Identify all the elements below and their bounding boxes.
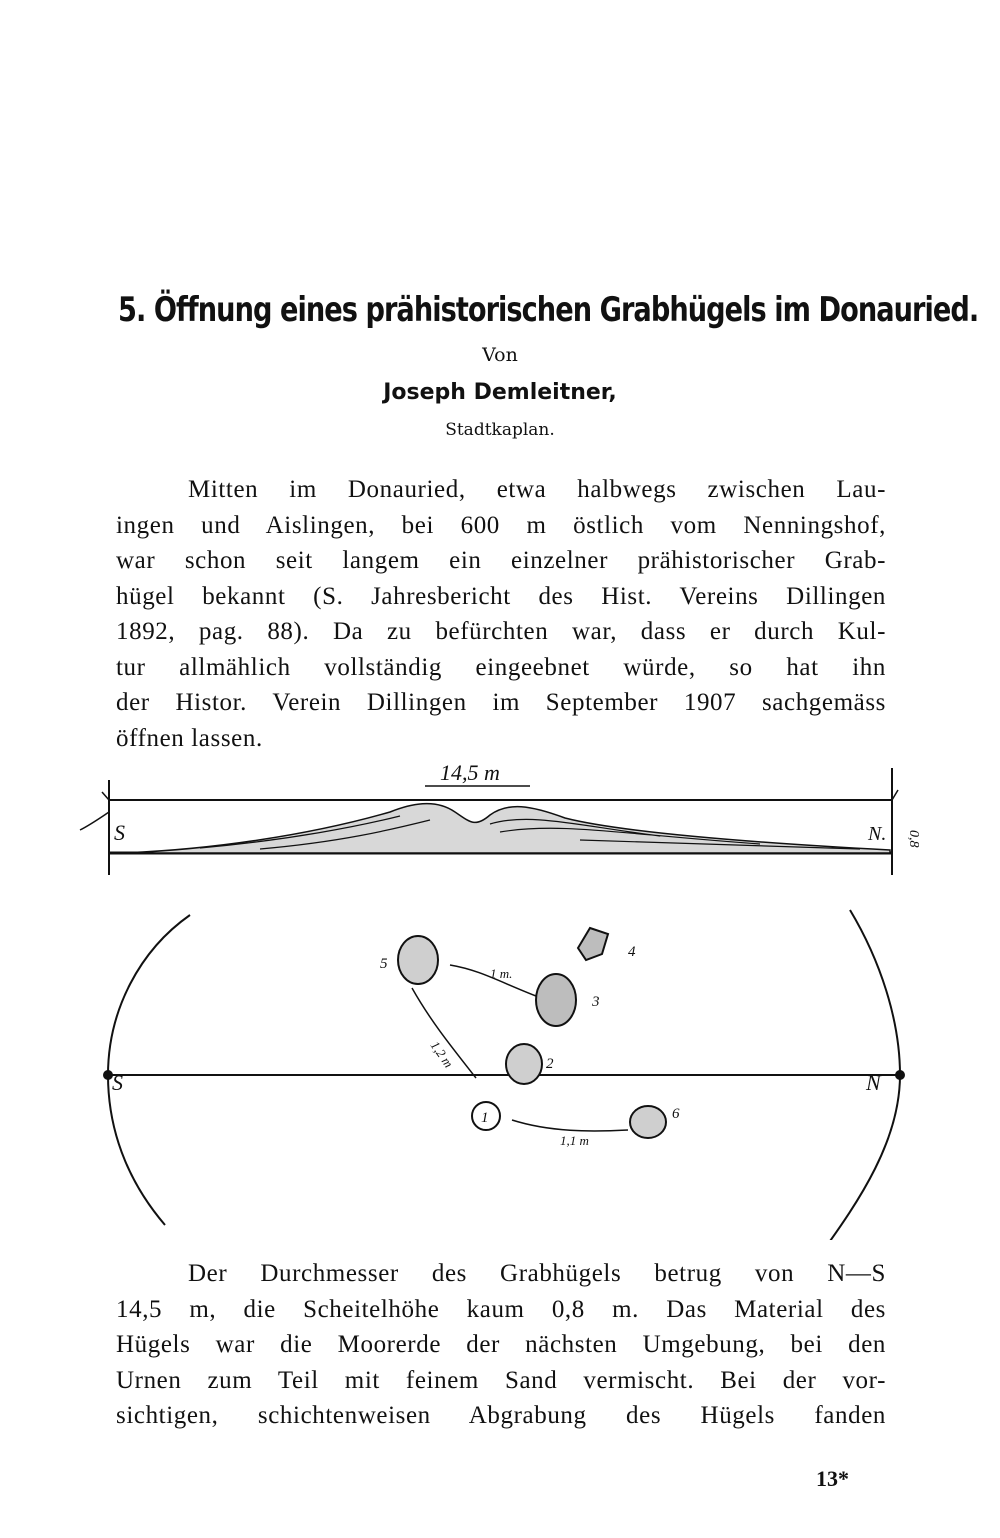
urn-label-4: 4: [628, 944, 636, 960]
plan-south-point: [104, 1071, 112, 1079]
distance-line-1-6: [512, 1120, 628, 1131]
author-name: Joseph Demleitner,: [383, 380, 617, 405]
urn-label-6: 6: [672, 1106, 680, 1122]
article-title: 5. Öffnung eines prähistorischen Grabhügels im Donauried.: [118, 290, 979, 330]
paragraph-line: sichtigen, schichtenweisen Abgrabung des Hügels fanden: [116, 1402, 886, 1429]
paragraph-line: 1892, pag. 88). Da zu befürchten war, dass er durch Kul-: [116, 618, 886, 645]
author-role: Stadtkaplan.: [445, 420, 555, 440]
urn-6: [630, 1106, 666, 1138]
byline-von: Von: [482, 344, 518, 366]
urn-2: [506, 1044, 542, 1084]
urn-label-2: 2: [546, 1056, 554, 1072]
paragraph-intro: [116, 472, 886, 756]
plan-south-label: S: [112, 1070, 123, 1095]
urn-3: [536, 974, 576, 1026]
length-label: 14,5 m: [440, 760, 500, 785]
profile-south-label: S: [114, 820, 125, 845]
mound-profile-shape: [120, 804, 890, 853]
urn-label-5: 5: [380, 956, 388, 972]
paragraph-line: öffnen lassen.: [116, 724, 263, 752]
paragraph-measurements: [116, 1256, 886, 1434]
distance-label-5-3: 1 m.: [490, 966, 513, 981]
paragraph-line: Hügels war die Moorerde der nächsten Umgebung, bei den: [116, 1331, 886, 1358]
paragraph-line: Urnen zum Teil mit feinem Sand vermischt. Bei der vor-: [116, 1366, 886, 1394]
urn-label-1: 1: [481, 1110, 489, 1126]
urn-5: [398, 936, 438, 984]
paragraph-line: war schon seit langem ein einzelner prähistorischer Grab-: [116, 547, 886, 574]
paragraph-line: tur allmählich vollständig eingeebnet würde, so hat ihn: [116, 653, 886, 681]
paragraph-line: Mitten im Donauried, etwa halbwegs zwischen Lau-: [188, 476, 886, 503]
paragraph-line: 14,5 m, die Scheitelhöhe kaum 0,8 m. Das Material des: [116, 1295, 886, 1323]
distance-label-1-6: 1,1 m: [560, 1133, 589, 1148]
urn-4: [578, 928, 608, 960]
paragraph-line: der Histor. Verein Dillingen im September 1907 sachgemäss: [116, 689, 886, 716]
page-number: 13*: [816, 1466, 849, 1491]
height-label: 0,8: [906, 830, 921, 848]
plan-north-point: [896, 1071, 904, 1079]
mound-figure: [60, 760, 940, 1240]
profile-north-label: N.: [868, 823, 887, 845]
urn-label-3: 3: [592, 994, 600, 1010]
plan-drawing: [104, 910, 904, 1240]
plan-north-label: N: [866, 1070, 881, 1095]
paragraph-line: Der Durchmesser des Grabhügels betrug von N—S: [188, 1260, 886, 1287]
paragraph-line: hügel bekannt (S. Jahresbericht des Hist. Vereins Dillingen: [116, 582, 886, 610]
distance-label-5-2: 1,2 m: [427, 1038, 457, 1071]
paragraph-line: ingen und Aislingen, bei 600 m östlich vom Nenningshof,: [116, 511, 886, 539]
